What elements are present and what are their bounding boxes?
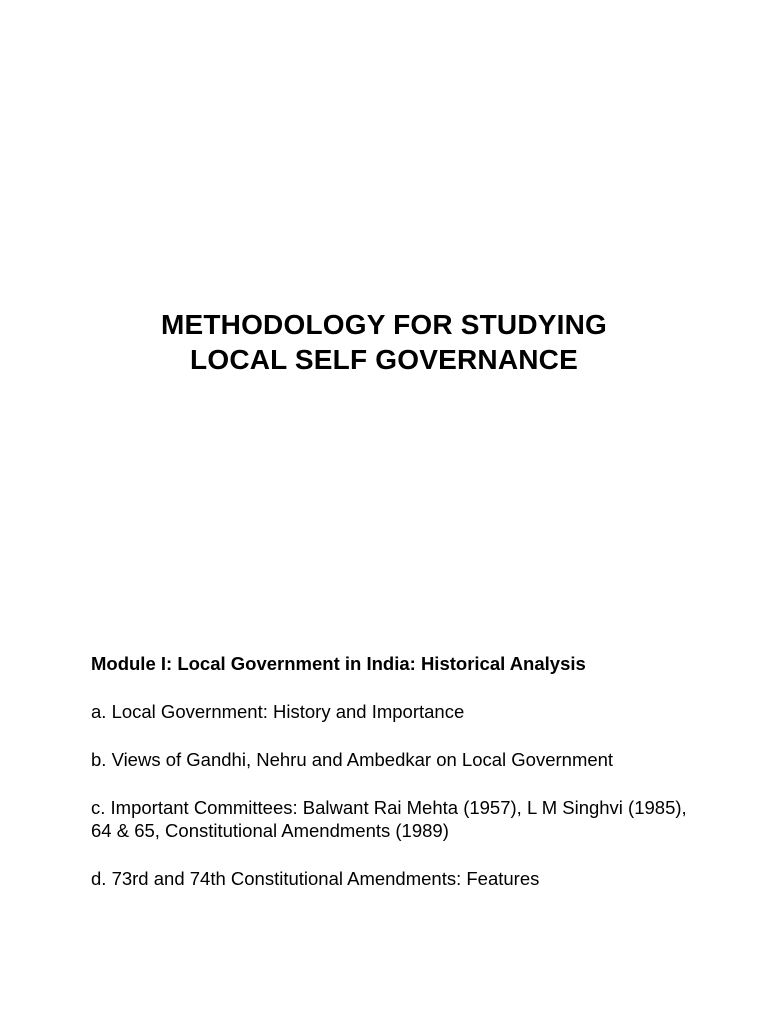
title-line-1: METHODOLOGY FOR STUDYING <box>160 309 608 340</box>
module-section <box>91 652 711 915</box>
topic-d: d. 73rd and 74th Constitutional Amendments: Features <box>91 868 540 889</box>
module-heading: Module I: Local Government in India: Historical Analysis <box>91 653 586 674</box>
document-title <box>0 307 768 377</box>
topic-a: a. Local Government: History and Importance <box>91 701 465 722</box>
topic-c: c. Important Committees: Balwant Rai Mehta (1957), L M Singhvi (1985), 64 & 65, Constitutional Amendments (1989) <box>91 797 687 841</box>
title-line-2: LOCAL SELF GOVERNANCE <box>190 344 578 375</box>
topic-b: b. Views of Gandhi, Nehru and Ambedkar on Local Government <box>91 749 614 770</box>
